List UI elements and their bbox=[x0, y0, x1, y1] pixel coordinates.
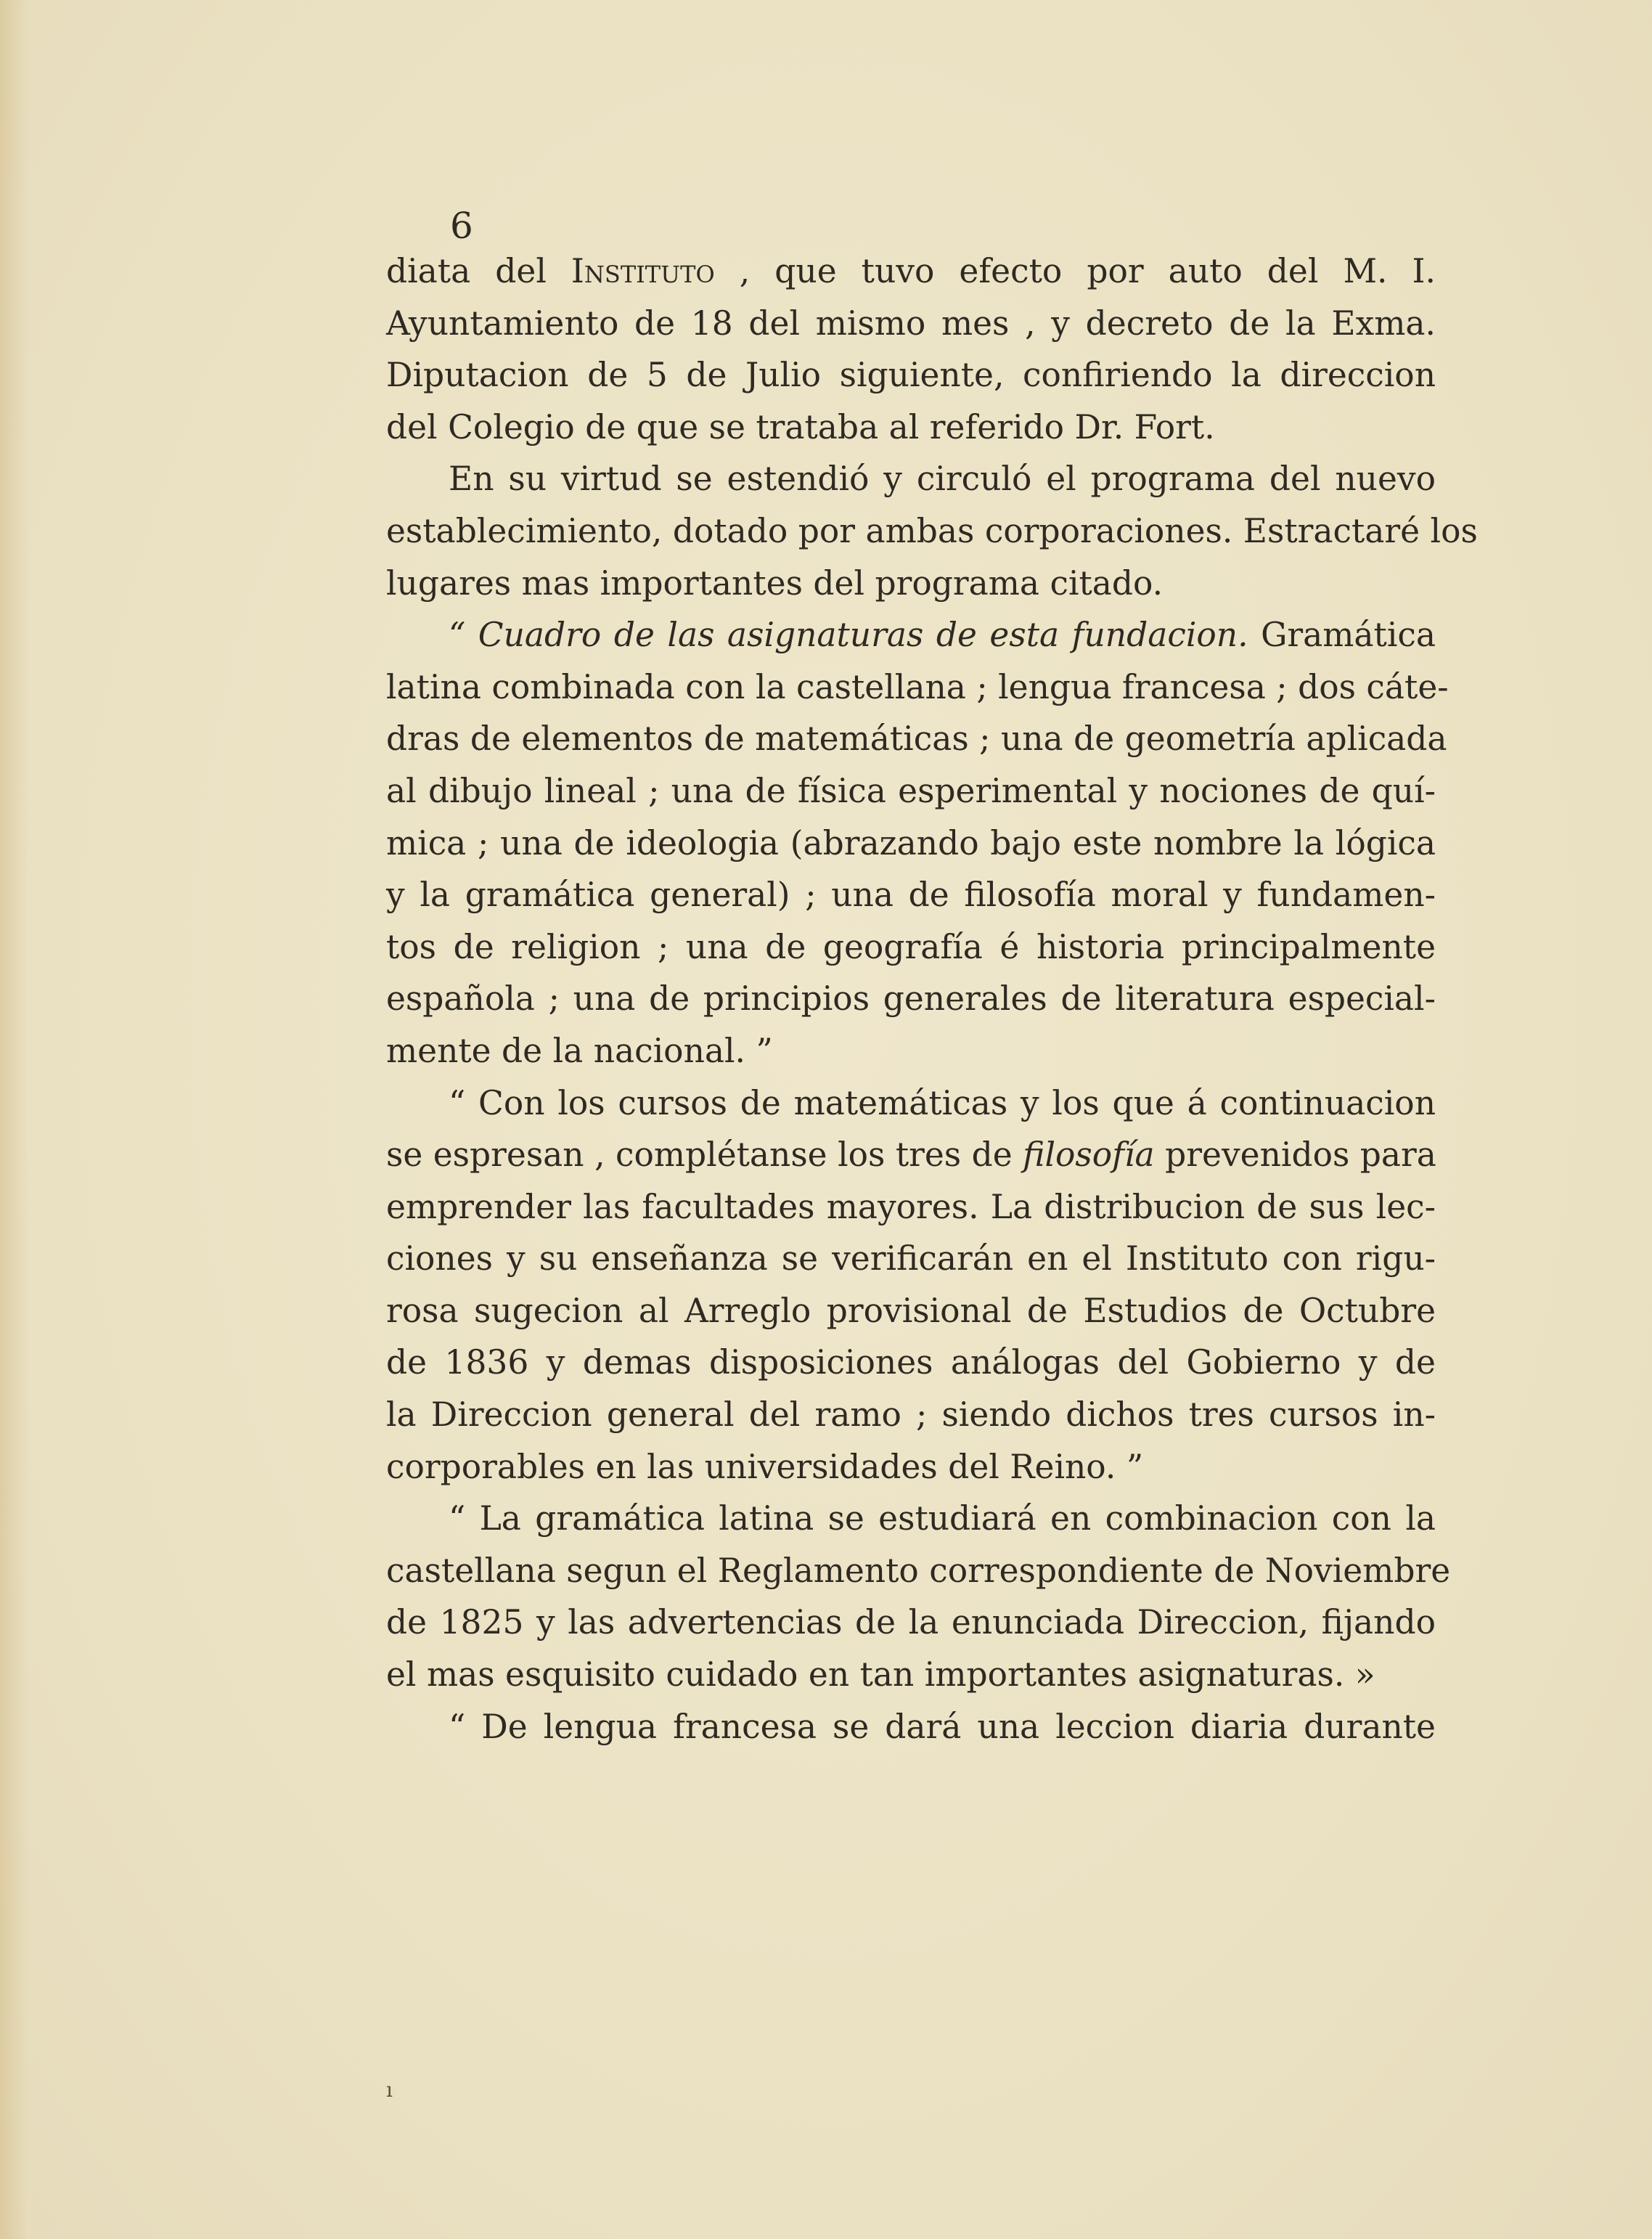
text-line: mente de la nacional. ” bbox=[386, 1031, 773, 1070]
text-line: rosa sugecion al Arreglo provisional de Estudios de Octubre bbox=[386, 1291, 1436, 1330]
text-line: mica ; una de ideologia (abrazando bajo este nombre la lógica bbox=[386, 823, 1436, 862]
text-line: emprender las facultades mayores. La distribucion de sus lec- bbox=[386, 1187, 1436, 1226]
bottom-mark: ı bbox=[386, 2078, 393, 2102]
text-line: de 1825 y las advertencias de la enunciada Direccion, fijando bbox=[386, 1603, 1436, 1642]
text-line: y la gramática general) ; una de filosofía moral y fundamen- bbox=[386, 876, 1436, 915]
text-line: al dibujo lineal ; una de física esperimental y nociones de quí- bbox=[386, 771, 1436, 810]
text-line: Ayuntamiento de 18 del mismo mes , y decreto de la Exma. bbox=[386, 303, 1436, 343]
text-line: el mas esquisito cuidado en tan importantes asignaturas. » bbox=[386, 1655, 1375, 1694]
text-line: de 1836 y demas disposiciones análogas del Gobierno y de bbox=[386, 1343, 1436, 1382]
text-line: diata del Instituto , que tuvo efecto por auto del M. I. bbox=[386, 252, 1436, 290]
text-line: corporables en las universidades del Reino. ” bbox=[386, 1447, 1144, 1486]
text-line: la Direccion general del ramo ; siendo dichos tres cursos in- bbox=[386, 1395, 1436, 1435]
body-text bbox=[386, 245, 1478, 1753]
text-line: “ Cuadro de las asignaturas de esta fundacion. Gramática bbox=[449, 616, 1436, 655]
text-line: latina combinada con la castellana ; lengua francesa ; dos cáte- bbox=[386, 667, 1449, 706]
page-number: 6 bbox=[450, 205, 475, 247]
text-line: ciones y su enseñanza se verificarán en el Instituto con rigu- bbox=[386, 1239, 1436, 1278]
text-line: Diputacion de 5 de Julio siguiente, confiriendo la direccion bbox=[386, 356, 1436, 395]
text-line: “ De lengua francesa se dará una leccion diaria durante bbox=[449, 1707, 1436, 1746]
text-line: “ La gramática latina se estudiará en combinacion con la bbox=[449, 1499, 1436, 1538]
text-line: establecimiento, dotado por ambas corporaciones. Estractaré los bbox=[386, 511, 1478, 550]
text-line: castellana segun el Reglamento correspondiente de Noviembre bbox=[386, 1551, 1451, 1590]
text-line: española ; una de principios generales de literatura especial- bbox=[386, 979, 1436, 1019]
text-line: del Colegio de que se trataba al referido Dr. Fort. bbox=[386, 407, 1215, 446]
text-line: lugares mas importantes del programa citado. bbox=[386, 563, 1164, 603]
text-line: tos de religion ; una de geografía é historia principalmente bbox=[386, 927, 1436, 966]
text-line: En su virtud se estendió y circuló el programa del nuevo bbox=[449, 460, 1436, 499]
text-line: dras de elementos de matemáticas ; una de geometría aplicada bbox=[386, 719, 1447, 759]
text-line: “ Con los cursos de matemáticas y los que á continuacion bbox=[449, 1083, 1436, 1122]
page-edge-stain bbox=[0, 0, 29, 2239]
text-line: se espresan , complétanse los tres de filosofía prevenidos para bbox=[386, 1135, 1436, 1175]
